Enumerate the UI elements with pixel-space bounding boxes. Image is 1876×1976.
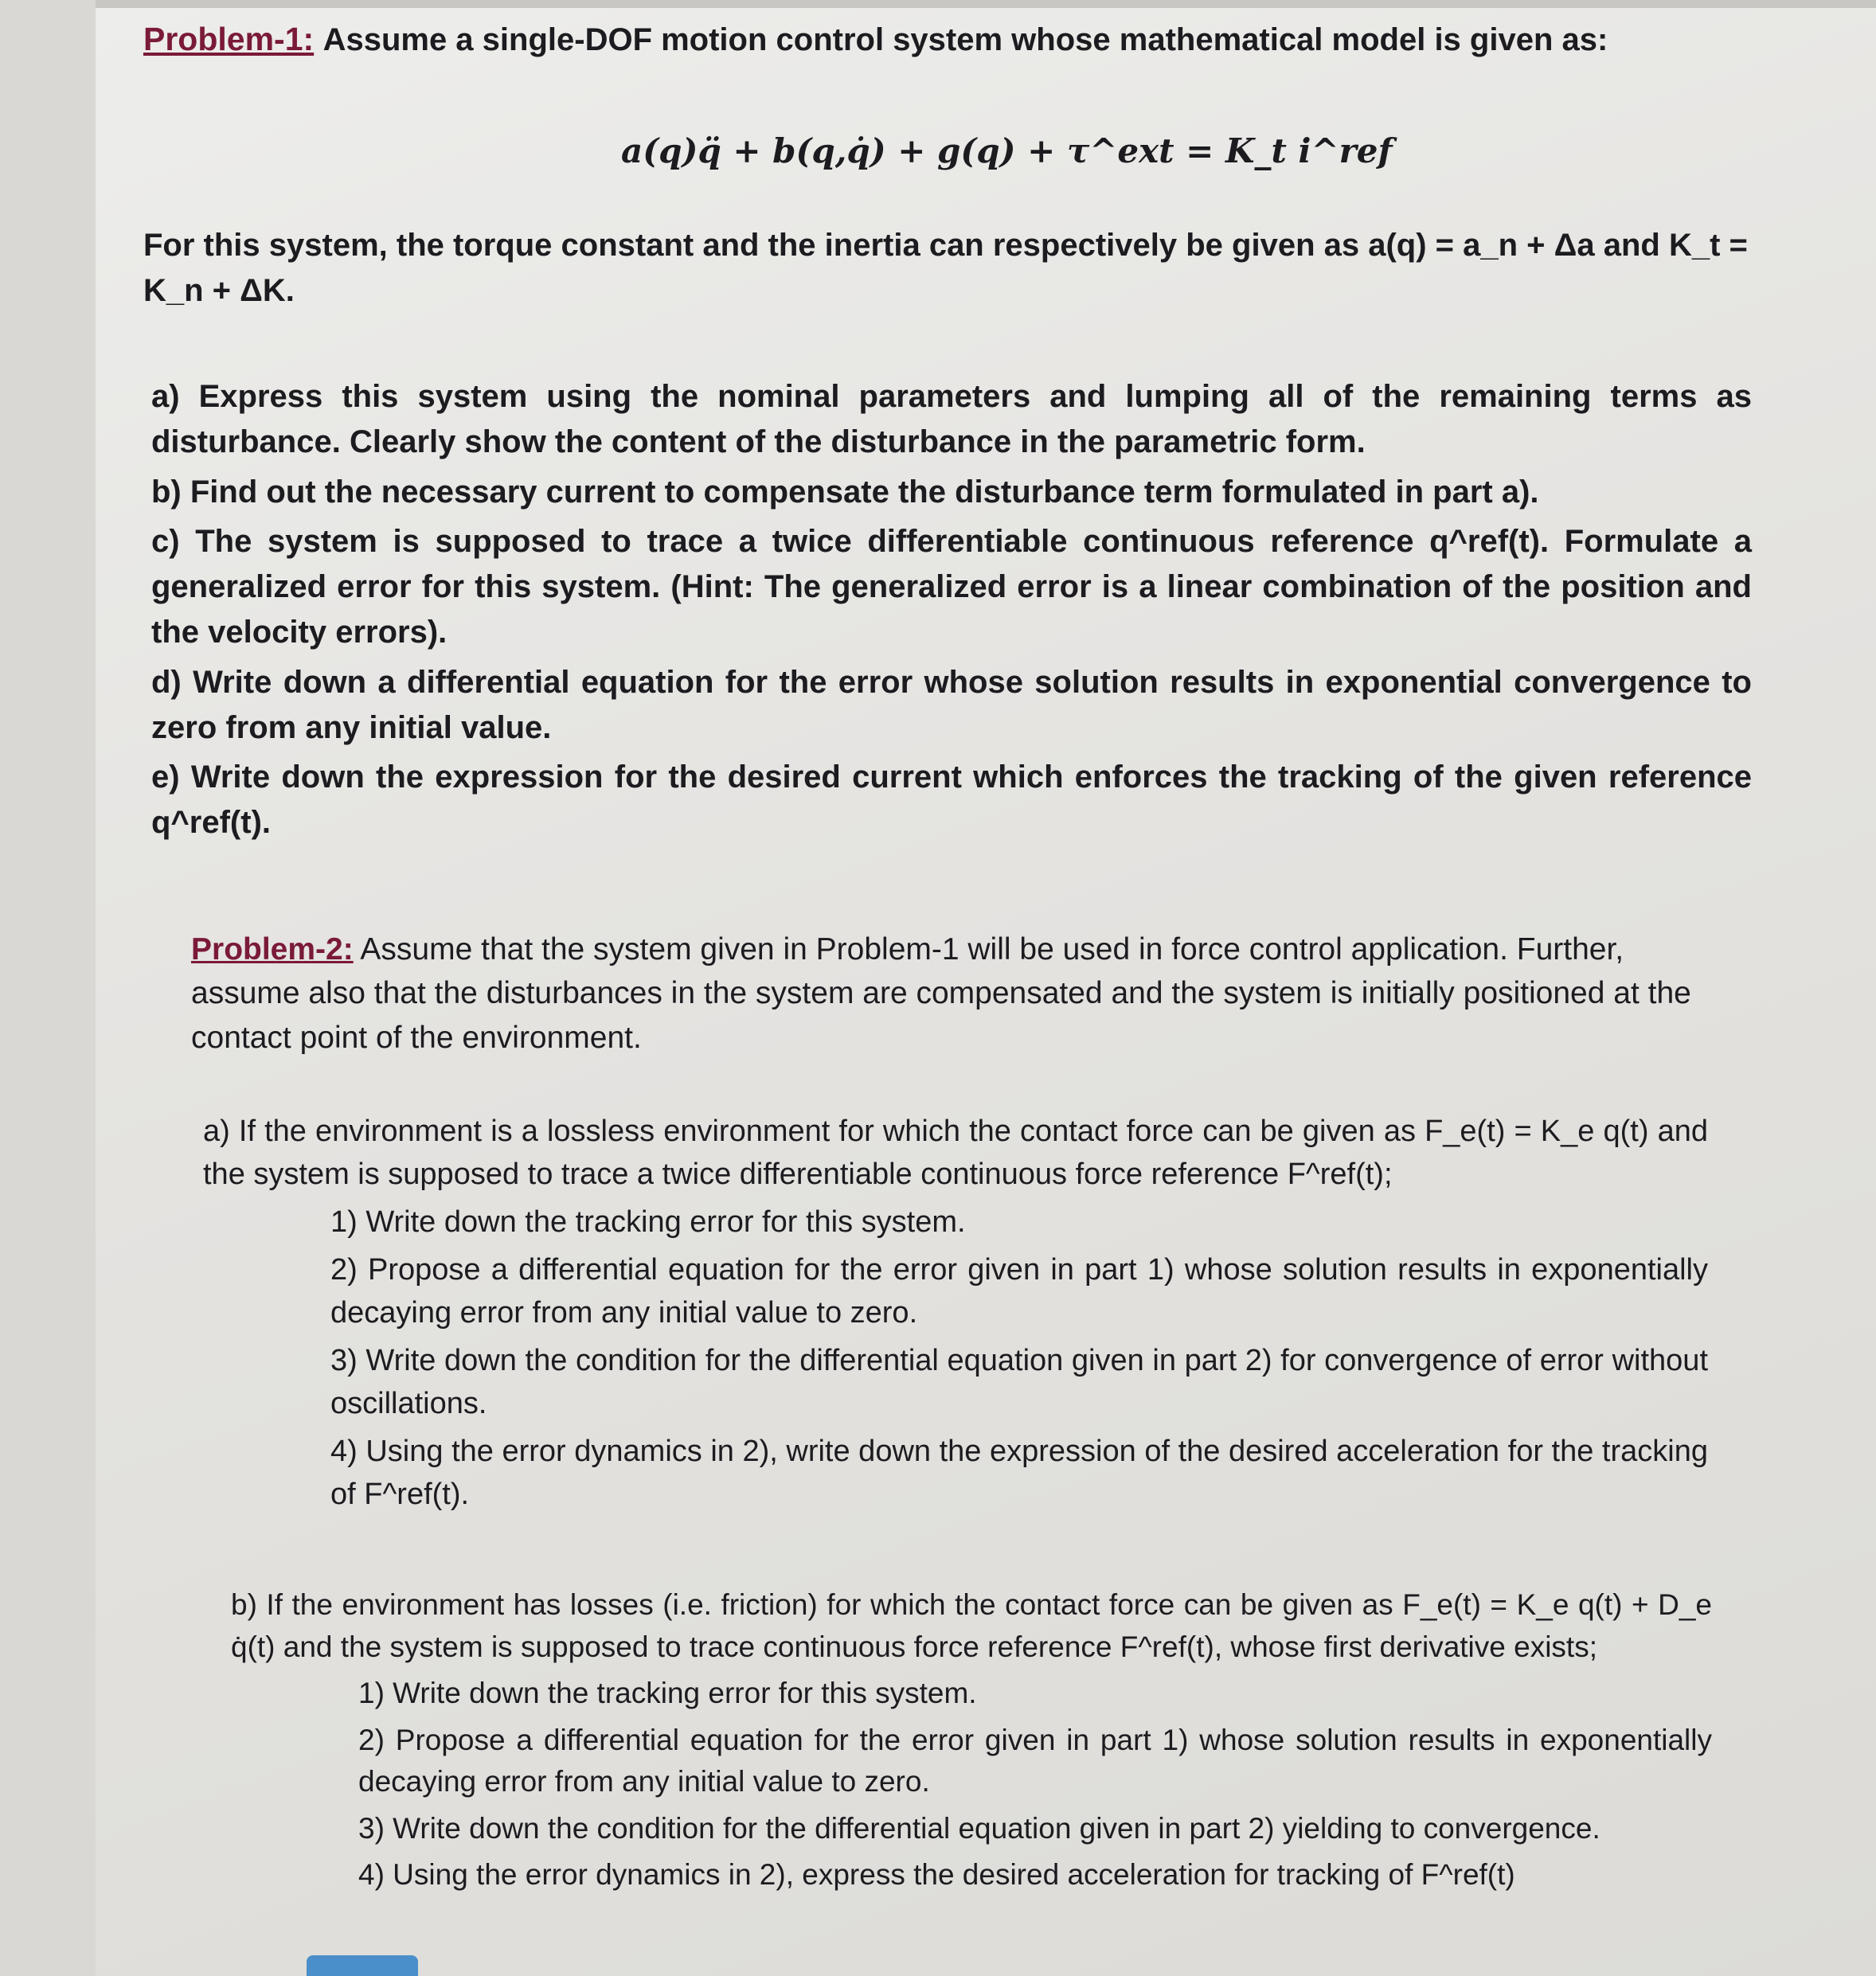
problem-1-given: For this system, the torque constant and the inertia can respectively be given as a(q) = a_n + Δa and K_t = K_n + ΔK. — [143, 228, 1748, 308]
problem-1-heading: Problem-1: — [143, 21, 315, 57]
problem-1-part-c: c) The system is supposed to trace a twice differentiable continuous reference q^ref(t). Formulate a generalized error for this system. (Hint: The generalized error is a linear combination of the position and the velocity errors). — [151, 524, 1752, 650]
problem-2-part-b-item-2: 2) Propose a differential equation for the error given in part 1) whose solution results in exponentially decaying error from any initial value to zero. — [358, 1723, 1712, 1798]
taskbar-fragment — [307, 1955, 418, 1976]
system-equation: a(q)q̈ + b(q,q̇) + g(q) + τ^ext = K_t i^ref — [621, 131, 1393, 170]
problem-2-part-b-item-1: 1) Write down the tracking error for this system. — [358, 1677, 977, 1710]
problem-2-intro-text: Assume that the system given in Problem-1 will be used in force control application. Further, assume also that the disturbances in the system are compensated and the system is initially positioned at the contact point of the environment. — [191, 932, 1691, 1055]
problem-1-part-e: e) Write down the expression for the desired current which enforces the tracking of the given reference q^ref(t). — [151, 760, 1752, 841]
problem-2-part-b-item-3: 3) Write down the condition for the differential equation given in part 2) yielding to convergence. — [358, 1811, 1600, 1845]
problem-1-intro-text: Assume a single-DOF motion control system whose mathematical model is given as: — [322, 22, 1608, 57]
problem-1-parts — [151, 374, 1752, 850]
problem-2-part-b-text: b) If the environment has losses (i.e. friction) for which the contact force can be given as F_e(t) = K_e q(t) + D_e q̇(t) and the system is supposed to trace continuous force reference F^ref(t), whose first derivative exists; — [231, 1588, 1712, 1663]
problem-1-part-b: b) Find out the necessary current to compensate the disturbance term formulated in part a). — [151, 474, 1539, 510]
problem-2-intro — [191, 927, 1720, 1060]
problem-1-part-a: a) Express this system using the nominal parameters and lumping all of the remaining terms as disturbance. Clearly show the content of the disturbance in the parametric form. — [151, 379, 1752, 459]
problem-1-part-d: d) Write down a differential equation for the error whose solution results in exponential convergence to zero from any initial value. — [151, 664, 1752, 745]
problem-1-intro — [143, 16, 1736, 63]
problem-2-part-a-item-4: 4) Using the error dynamics in 2), write down the expression of the desired acceleration for the tracking of F^ref(t). — [330, 1434, 1708, 1511]
problem-2-part-a-item-1: 1) Write down the tracking error for this system. — [330, 1205, 966, 1239]
problem-2-part-b — [231, 1584, 1712, 1901]
problem-2-part-a-item-3: 3) Write down the condition for the differential equation given in part 2) for convergence of error without oscillations. — [330, 1343, 1708, 1420]
problem-2-part-a-item-2: 2) Propose a differential equation for the error given in part 1) whose solution results in exponentially decaying error from any initial value to zero. — [330, 1252, 1708, 1330]
problem-2-part-a — [203, 1111, 1708, 1521]
problem-2-part-b-item-4: 4) Using the error dynamics in 2), express the desired acceleration for tracking of F^ref(t) — [358, 1858, 1515, 1892]
problem-2-heading: Problem-2: — [191, 932, 354, 967]
problem-2-part-a-text: a) If the environment is a lossless environment for which the contact force can be given as F_e(t) = K_e q(t) and the system is supposed to trace a twice differentiable continuous force reference F^ref(t); — [203, 1115, 1708, 1191]
